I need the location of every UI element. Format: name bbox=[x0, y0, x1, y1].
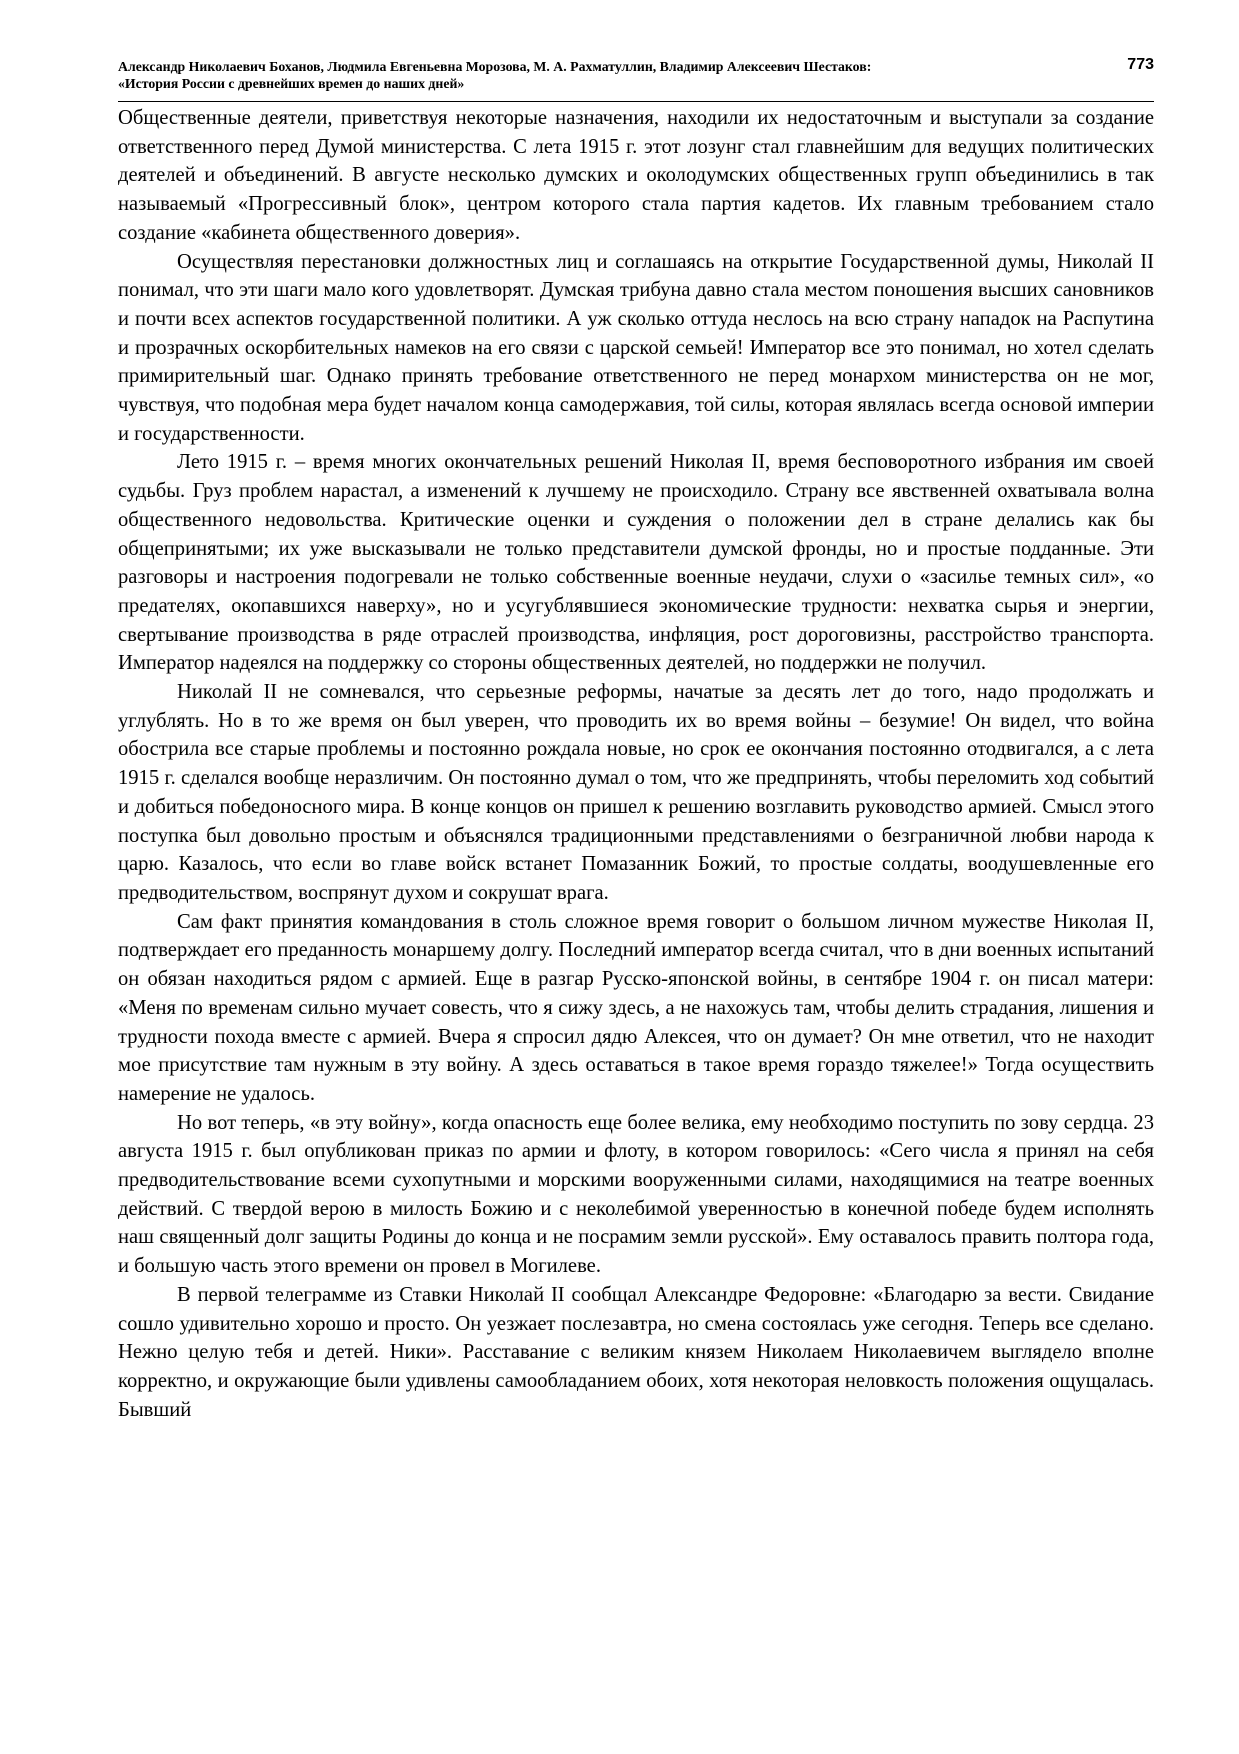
page-number: 773 bbox=[1127, 56, 1154, 73]
paragraph: Но вот теперь, «в эту войну», когда опасность еще более велика, ему необходимо поступить по зову сердца. 23 августа 1915 г. был опубликован приказ по армии и флоту, в котором говорилось: «Сего числа я принял на себя предводительствование всеми сухопутными и морскими вооруженными силами, находящимися на театре военных действий. С твердой верою в милость Божию и с неколебимой уверенностью в конечной победе будем исполнять наш священный долг защиты Родины до конца и не посрамим земли русской». Ему оставалось править полтора года, и большую часть этого времени он провел в Могилеве. bbox=[118, 1111, 1154, 1278]
paragraph: Сам факт принятия командования в столь сложное время говорит о большом личном мужестве Николая II, подтверждает его преданность монаршему долгу. Последний император всегда считал, что в дни военных испытаний он обязан находиться рядом с армией. Еще в разгар Русско-японской войны, в сентябре 1904 г. он писал матери: «Меня по временам сильно мучает совесть, что я сижу здесь, а не нахожусь там, чтобы делить страдания, лишения и трудности похода вместе с армией. Вчера я спросил дядю Алексея, что он думает? Он мне ответил, что не находит мое присутствие там нужным в эту войну. А здесь оставаться в такое время гораздо тяжелее!» Тогда осуществить намерение не удалось. bbox=[118, 910, 1154, 1105]
body-text bbox=[118, 104, 1154, 1424]
paragraph: Лето 1915 г. – время многих окончательных решений Николая II, время бесповоротного избрания им своей судьбы. Груз проблем нарастал, а изменений к лучшему не происходило. Страну все явственней охватывала волна общественного недовольства. Критические оценки и суждения о положении дел в стране делались как бы общепринятыми; их уже высказывали не только представители думской фронды, но и простые подданные. Эти разговоры и настроения подогревали не только собственные военные неудачи, слухи о «засилье темных сил», «о предателях, окопавшихся наверху», но и усугублявшиеся экономические трудности: нехватка сырья и энергии, свертывание производства в ряде отраслей производства, инфляция, рост дороговизны, расстройство транспорта. Император надеялся на поддержку со стороны общественных деятелей, но поддержки не получил. bbox=[118, 451, 1154, 675]
header-book-title: «История России с древнейших времен до наших дней» bbox=[118, 76, 465, 91]
header-divider bbox=[118, 101, 1154, 102]
paragraph: Осуществляя перестановки должностных лиц и соглашаясь на открытие Государственной думы, Николай II понимал, что эти шаги мало кого удовлетворят. Думская трибуна давно стала местом поношения высших сановников и почти всех аспектов государственной политики. А уж сколько оттуда неслось на всю страну нападок на Распутина и прозрачных оскорбительных намеков на его связи с царской семьей! Император все это понимал, но хотел сделать примирительный шаг. Однако принять требование ответственного не перед монархом министерства он не мог, чувствуя, что подобная мера будет началом конца самодержавия, той силы, которая являлась всегда основой империи и государственности. bbox=[118, 250, 1154, 445]
running-header bbox=[118, 58, 1154, 92]
paragraph: Николай II не сомневался, что серьезные реформы, начатые за десять лет до того, надо продолжать и углублять. Но в то же время он был уверен, что проводить их во время войны – безумие! Он видел, что война обострила все старые проблемы и постоянно рождала новые, но срок ее окончания постоянно отодвигался, а с лета 1915 г. сделался вообще неразличим. Он постоянно думал о том, что же предпринять, чтобы переломить ход событий и добиться победоносного мира. В конце концов он пришел к решению возглавить руководство армией. Смысл этого поступка был довольно простым и объяснялся традиционными представлениями о безграничной любви народа к царю. Казалось, что если во главе войск встанет Помазанник Божий, то простые солдаты, воодушевленные его предводительством, воспрянут духом и сокрушат врага. bbox=[118, 681, 1154, 904]
paragraph: Общественные деятели, приветствуя некоторые назначения, находили их недостаточным и выступали за создание ответственного перед Думой министерства. С лета 1915 г. этот лозунг стал главнейшим для ведущих политических деятелей и объединений. В августе несколько думских и околодумских общественных групп объединились в так называемый «Прогрессивный блок», центром которого стала партия кадетов. Их главным требованием стало создание «кабинета общественного доверия». bbox=[118, 107, 1154, 244]
header-authors: Александр Николаевич Боханов, Людмила Евгеньевна Морозова, М. А. Рахматуллин, Владимир Алексеевич Шестаков: bbox=[118, 59, 872, 74]
paragraph: В первой телеграмме из Ставки Николай II сообщал Александре Федоровне: «Благодарю за вести. Свидание сошло удивительно хорошо и просто. Он уезжает послезавтра, но смена состоялась уже сегодня. Теперь все сделано. Нежно целую тебя и детей. Ники». Расставание с великим князем Николаем Николаевичем выглядело вполне корректно, и окружающие были удивлены самообладанием обоих, хотя некоторая неловкость положения ощущалась. Бывший bbox=[118, 1283, 1154, 1421]
